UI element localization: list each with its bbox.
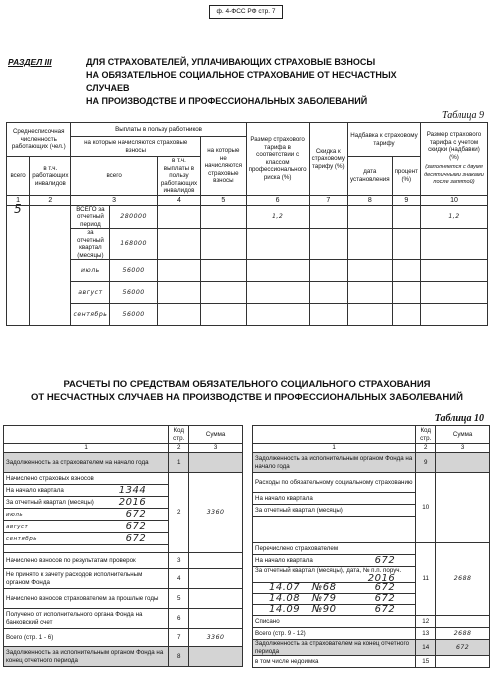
row-sum: 2688 <box>436 628 490 640</box>
col-number: 2 <box>30 195 71 205</box>
label: За отчетный квартал (месяцы) <box>6 498 94 506</box>
payment-number: №90 <box>311 603 337 615</box>
section-title-line: ДЛЯ СТРАХОВАТЕЛЕЙ, УПЛАЧИВАЮЩИХ СТРАХОВЫЕ ВЗНОСЫ <box>86 57 376 67</box>
header-rate: Размер страхового тарифа в соответствии с классом профессионального риска (%) <box>246 123 309 196</box>
col-number: 9 <box>392 195 420 205</box>
header-surcharge-pct: процент (%) <box>392 157 420 196</box>
table9-caption: Таблица 9 <box>442 110 484 121</box>
header-not-accrued: на которые не начисляются страховые взносы <box>201 137 247 196</box>
label: На начало квартала <box>6 486 64 494</box>
row-code: 10 <box>416 473 436 543</box>
table-10-left <box>3 425 243 667</box>
month-label: июль <box>71 260 110 282</box>
form-code: ф. 4-ФСС РФ стр. 7 <box>209 5 283 19</box>
col-number: 4 <box>157 195 200 205</box>
final-rate-value: 1,2 <box>420 205 487 229</box>
row-label: за отчетный квартал (месяцы) <box>71 229 110 260</box>
value: 672 <box>125 520 147 532</box>
col-number: 2 <box>169 444 189 453</box>
col-number: 1 <box>4 444 169 453</box>
col-number: 10 <box>420 195 487 205</box>
row-sum: 2688 <box>436 543 490 616</box>
row-value: 280000 <box>110 205 157 229</box>
payment-value: 672 <box>374 581 396 593</box>
section-label: РАЗДЕЛ III <box>8 57 52 67</box>
middle-title <box>0 378 494 404</box>
row-accrued: Начислено страховых взносов <box>4 473 169 485</box>
header-accrued: на которые начисляются страховые взносы <box>71 137 201 157</box>
row-expenses: Расходы по обязательному социальному страхованию <box>253 473 416 493</box>
header-final-rate <box>420 123 487 196</box>
row-sum: 3360 <box>189 473 243 553</box>
payment-value: 672 <box>374 592 396 604</box>
value: 672 <box>125 532 147 544</box>
col-number: 3 <box>71 195 157 205</box>
header-accrued-total: всего <box>71 157 157 196</box>
row-code: 4 <box>169 569 189 589</box>
row-code: 5 <box>169 589 189 609</box>
col-number: 6 <box>246 195 309 205</box>
header-sum: Сумма <box>189 426 243 444</box>
col-number: 3 <box>189 444 243 453</box>
label: На начало квартала <box>255 556 313 564</box>
row-code: 12 <box>416 616 436 628</box>
row-code: 13 <box>416 628 436 640</box>
table-9 <box>6 122 488 326</box>
payment-value: 672 <box>374 603 396 615</box>
value: 672 <box>125 508 147 520</box>
middle-title-line: ОТ НЕСЧАСТНЫХ СЛУЧАЕВ НА ПРОИЗВОДСТВЕ И ПРОФЕССИОНАЛЬНЫХ ЗАБОЛЕВАНИЙ <box>31 392 463 403</box>
col-number: 1 <box>7 195 30 205</box>
row-transferred: Перечислено страхователем <box>253 543 416 555</box>
label: На начало квартала <box>253 493 416 505</box>
header-final-note: (заполняется с двумя десятичными знаками после запятой) <box>424 164 484 185</box>
payment-date: 14.07 <box>269 581 301 593</box>
month: август <box>6 523 29 530</box>
row-label: ВСЕГО за отчетный период <box>71 205 110 229</box>
label: За отчетный квартал (месяцы) <box>255 506 343 514</box>
row-debt-start: Задолженность за страхователем на начало года <box>4 453 169 473</box>
header-discount: Скидка к страховому тарифу (%) <box>309 123 347 196</box>
row-fund-debt-start: Задолженность за исполнительным органом Фонда на начало года <box>253 453 416 473</box>
header-code: Код стр. <box>169 426 189 444</box>
row-code: 9 <box>416 453 436 473</box>
row-insurer-debt-end: Задолженность за страхователем на конец отчетного периода <box>253 640 416 656</box>
row-checks: Начислено взносов по результатам проверок <box>4 553 169 569</box>
month-label: август <box>71 282 110 304</box>
value: 2016 <box>367 572 396 584</box>
row-fund-debt-end: Задолженность за исполнительным органом Фонда на конец отчетного периода <box>4 647 169 667</box>
label: За отчетный квартал (месяцы), дата, № п.п. поруч. <box>255 567 402 574</box>
row-code: 2 <box>169 473 189 553</box>
table-10-right <box>252 425 490 668</box>
table10-caption: Таблица 10 <box>434 413 484 424</box>
header-accrued-disabled: в т.ч. выплаты в пользу работающих инвалидов <box>157 157 200 196</box>
section-title <box>86 56 416 108</box>
value: 1344 <box>118 484 147 496</box>
col-number: 8 <box>347 195 392 205</box>
row-code: 7 <box>169 629 189 647</box>
row-value: 56000 <box>110 260 157 282</box>
payment-number: №79 <box>311 592 337 604</box>
row-value: 56000 <box>110 304 157 326</box>
header-payouts: Выплаты в пользу работников <box>71 123 246 137</box>
row-code: 14 <box>416 640 436 656</box>
section-title-line: НА ПРОИЗВОДСТВЕ И ПРОФЕССИОНАЛЬНЫХ ЗАБОЛЕВАНИЙ <box>86 96 368 106</box>
headcount-value: 5 <box>14 201 23 216</box>
month-label: сентябрь <box>71 304 110 326</box>
row-written-off: Списано <box>253 616 416 628</box>
month: июль <box>6 511 24 518</box>
col-number: 3 <box>436 444 490 453</box>
row-past-years: Начислено взносов страхователем за прошлые годы <box>4 589 169 609</box>
col-number: 2 <box>416 444 436 453</box>
header-sum: Сумма <box>436 426 490 444</box>
row-value: 56000 <box>110 282 157 304</box>
rate-value: 1,2 <box>246 205 309 229</box>
month: сентябрь <box>6 535 38 542</box>
headcount-disabled-cell <box>30 205 71 326</box>
value: 672 <box>374 554 396 566</box>
row-code: 6 <box>169 609 189 629</box>
headcount-total-cell <box>7 201 30 326</box>
row-not-accepted: Не принято к зачету расходов исполнительным органом Фонда <box>4 569 169 589</box>
row-received: Получено от исполнительного органа Фонда на банковский счет <box>4 609 169 629</box>
payment-date: 14.09 <box>269 603 301 615</box>
row-total: Всего (стр. 1 - 6) <box>4 629 169 647</box>
header-total: всего <box>7 157 30 196</box>
value: 2016 <box>118 496 147 508</box>
row-sum: 3360 <box>189 629 243 647</box>
col-number: 7 <box>309 195 347 205</box>
row-arrears: в том числе недоимка <box>253 656 416 668</box>
middle-title-line: РАСЧЕТЫ ПО СРЕДСТВАМ ОБЯЗАТЕЛЬНОГО СОЦИАЛЬНОГО СТРАХОВАНИЯ <box>63 379 431 390</box>
header-headcount: Среднесписочная численность работающих (чел.) <box>7 123 71 157</box>
col-number: 5 <box>201 195 247 205</box>
header-disabled: в т.ч. работающих инвалидов <box>30 157 71 196</box>
row-value: 168000 <box>110 229 157 260</box>
header-surcharge-date: дата установления <box>347 157 392 196</box>
section-title-line: НА ОБЯЗАТЕЛЬНОЕ СОЦИАЛЬНОЕ СТРАХОВАНИЕ ОТ НЕСЧАСТНЫХ СЛУЧАЕВ <box>86 70 397 93</box>
row-code: 8 <box>169 647 189 667</box>
row-sum: 672 <box>436 640 490 656</box>
payment-date: 14.08 <box>269 592 301 604</box>
row-code: 11 <box>416 543 436 616</box>
row-total: Всего (стр. 9 - 12) <box>253 628 416 640</box>
header-surcharge: Надбавка к страховому тарифу <box>347 123 420 157</box>
payment-number: №68 <box>311 581 337 593</box>
row-code: 3 <box>169 553 189 569</box>
col-number: 1 <box>253 444 416 453</box>
header-code: Код стр. <box>416 426 436 444</box>
header-final-rate-label: Размер страхового тарифа с учетом скидки (надбавки) (%) <box>426 131 482 161</box>
row-code: 1 <box>169 453 189 473</box>
row-code: 15 <box>416 656 436 668</box>
